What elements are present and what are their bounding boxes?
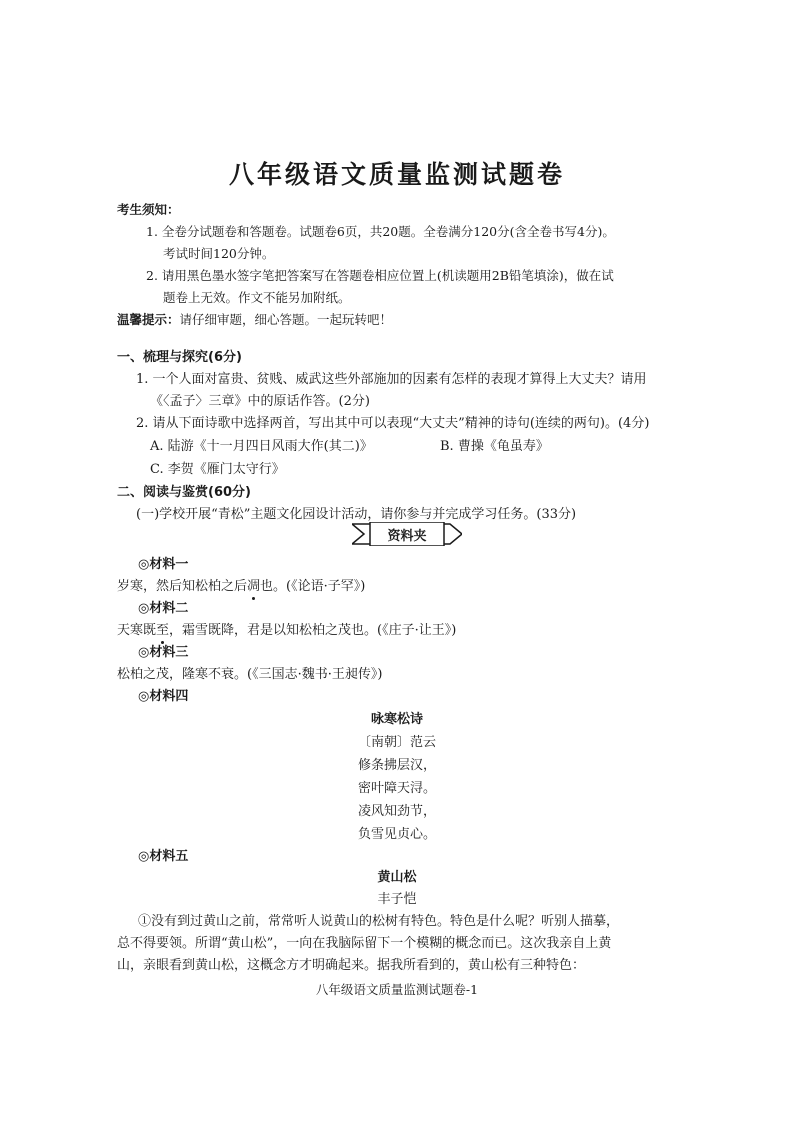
material-2-text-b: ，霜雪既降，君是以知松柏之茂也。(《庄子·让王》) [169,623,457,638]
tip-label: 温馨提示： [117,312,180,327]
essay-title: 黄山松 [377,870,417,885]
essay-paragraph-line: 山，亲眼看到黄山松，这概念方才明确起来。据我所看到的，黄山松有三种特色： [117,958,586,973]
notice-item-1-cont: 考试时间120分钟。 [163,246,275,261]
question-1: 1. 一个人面对富贵、贫贱、威武这些外部施加的因素有怎样的表现才算得上大丈夫？请用 [136,372,647,387]
section2-heading: 二、阅读与鉴赏(60分) [117,485,251,500]
question-2: 2. 请从下面诗歌中选择两首，写出其中可以表现“大丈夫”精神的诗句(连续的两句)。(4分) [136,416,650,431]
material-2-label: ◎材料二 [138,601,189,616]
poem-line: 修条拂层汉， [357,758,436,773]
essay-author: 丰子恺 [377,892,417,907]
material-2-text [117,619,456,638]
material-5-label: ◎材料五 [138,849,189,864]
option-b: B. 曹操《龟虽寿》 [440,439,549,454]
poem-line: 密叶障天浔。 [357,781,436,796]
material-4-label: ◎材料四 [138,689,189,704]
material-3-text: 松柏之茂，隆寒不衰。(《三国志·魏书·王昶传》) [117,667,383,682]
poem-author: 〔南朝〕范云 [357,735,436,750]
notice-heading: 考生须知： [117,202,180,217]
part1-intro: (一)学校开展“青松”主题文化园设计活动，请你参与并完成学习任务。(33分) [136,507,577,522]
notice-item-2: 2. 请用黑色墨水签字笔把答案写在答题卷相应位置上(机读题用2B铅笔填涂)，做在试 [146,268,614,283]
option-c: C. 李贺《雁门太守行》 [150,462,285,477]
tip-line [117,310,392,328]
material-1-label: ◎材料一 [138,557,189,572]
material-1-text-b: 也。(《论语·子罕》) [260,579,366,594]
poem-title: 咏寒松诗 [370,712,423,727]
material-1-text [117,575,365,594]
folder-label: 资料夹 [387,529,427,544]
notice-item-2-cont: 题卷上无效。作文不能另加附纸。 [163,290,351,305]
tip-text: 请仔细审题，细心答题。一起玩转吧！ [179,312,393,327]
essay-paragraph-line: 总不得要领。所谓“黄山松”，一向在我脑际留下一个模糊的概念而已。这次我亲自上黄 [117,936,612,951]
emphasis-dot-icon [252,597,255,600]
page-footer: 八年级语文质量监测试题卷-1 [315,982,479,997]
page-title: 八年级语文质量监测试题卷 [228,160,565,189]
emphasis-char-text: 凋 [247,579,261,594]
folder-banner [352,522,462,546]
question-1-cont: 《〈孟子〉三章》中的原话作答。(2分) [150,394,370,409]
section1-heading: 一、梳理与探究(6分) [117,350,242,365]
emphasis-char-text: 至 [156,623,170,638]
material-3-label: ◎材料三 [138,645,189,660]
option-a: A. 陆游《十一月四日风雨大作(其二)》 [150,439,373,454]
notice-item-1: 1. 全卷分试题卷和答题卷。试题卷6页，共20题。全卷满分120分(含全卷书写4分)。 [146,224,615,239]
material-1-text-a: 岁寒，然后知松柏之后 [117,579,248,594]
poem-line: 负雪见贞心。 [357,827,436,842]
emphasis-char [247,579,260,594]
material-2-text-a: 天寒既 [117,623,157,638]
essay-paragraph-line: ①没有到过黄山之前，常常听人说黄山的松树有特色。特色是什么呢？听别人描摹， [138,914,620,929]
poem-line: 凌风知劲节， [357,804,436,819]
emphasis-char [156,623,169,638]
